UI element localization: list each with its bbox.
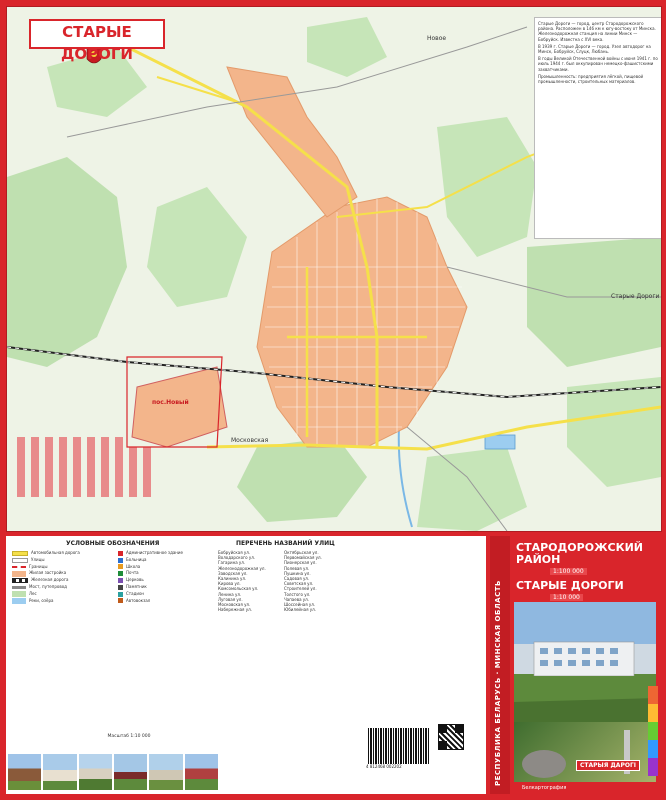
publisher-name: Белкартография	[522, 785, 567, 791]
map-label-novoe: Новое	[427, 35, 447, 42]
street-list-col-1: Бобруйская ул. Володарского ул. Гагарина ул. Железнодорожная ул. Заводская ул. Калинина ул. Кирова ул. Комсомольская ул. Ленина ул. Луговая ул. Московская ул. Набережная ул.	[218, 550, 266, 613]
street-list-col-2: Октябрьская ул. Первомайская ул. Пионерская ул. Полевая ул. Пушкина ул. Садовая ул. Советская ул. Строителей ул. Толстого ул. Чапаева ул. Шоссейная ул. Юбилейная ул.	[284, 550, 322, 613]
legend-item: Почта	[118, 570, 183, 577]
history-paragraph: Старые Дороги — город, центр Стародорожского района. Расположен в 146 км к югу-востоку от Минска. Железнодорожная станция на линии Минск — Бобруйск. Известна с XVI века.	[538, 21, 656, 42]
cover-photo-sign	[514, 722, 656, 782]
streets-title: ПЕРЕЧЕНЬ НАЗВАНИЙ УЛИЦ	[236, 540, 335, 547]
map-title: СТАРЫЕ ДОРОГИ	[29, 19, 165, 49]
legend-item: Стадион	[118, 591, 183, 598]
map-label-moskovskaya: Московская	[231, 437, 269, 444]
cover-photo-building	[514, 602, 656, 722]
barcode-number: 4 812468 002202	[366, 764, 402, 769]
legend-item: Реки, озёра	[12, 598, 80, 605]
photo	[43, 754, 76, 790]
history-paragraph: В годы Великой Отечественной войны с июня 1941 г. по июль 1944 г. был оккупирован немецко-фашистскими захватчиками.	[538, 56, 658, 72]
photo	[79, 754, 112, 790]
legend-item: Границы	[12, 564, 80, 571]
cover-scale-2: 1:10 000	[550, 594, 583, 601]
cover-scale-1: 1:100 000	[550, 568, 587, 575]
building-icon	[514, 602, 656, 722]
photo	[149, 754, 182, 790]
legend-item: Административное здание	[118, 550, 183, 557]
legend-item: Автомобильная дорога	[12, 550, 80, 557]
legend-item: Мост, путепровод	[12, 584, 80, 591]
legend-item: Лес	[12, 591, 80, 598]
cover-spine	[490, 536, 510, 794]
photo-strip	[8, 754, 218, 790]
qr-code[interactable]	[438, 724, 464, 750]
photo	[8, 754, 41, 790]
cover-title-city: СТАРЫЕ ДОРОГИ	[516, 579, 624, 592]
photo	[114, 754, 147, 790]
history-paragraph: В 1939 г. Старые Дороги — город. Узел автодорог на Минск, Бобруйск, Слуцк, Любань.	[538, 43, 651, 55]
legend-title: УСЛОВНЫЕ ОБОЗНАЧЕНИЯ	[66, 540, 160, 547]
scale-note: Масштаб 1:10 000	[107, 734, 151, 739]
photo	[185, 754, 218, 790]
legend-item: Железная дорога	[12, 577, 80, 584]
legend-item: Церковь	[118, 577, 183, 584]
legend-item: Школа	[118, 564, 183, 571]
legend-item: Больница	[118, 557, 183, 564]
legend-item: Улицы	[12, 557, 80, 564]
history-paragraph: Промышленность: предприятия лёгкой, пищевой промышленности, строительных материалов.	[538, 73, 644, 85]
legend-col-2	[118, 550, 183, 604]
map-label-road: Старые Дороги	[611, 293, 660, 300]
cover-town-sign: СТАРЫЯ ДАРОГІ	[576, 760, 640, 771]
barcode	[366, 726, 432, 766]
legend-item: Автовокзал	[118, 598, 183, 605]
legend-item: Жилая застройка	[12, 570, 80, 577]
spine-text: РЕСПУБЛИКА БЕЛАРУСЬ · МИНСКАЯ ОБЛАСТЬ	[494, 580, 502, 786]
cover-color-stripe	[648, 686, 658, 776]
city-map[interactable]	[6, 6, 662, 532]
back-panel	[6, 536, 486, 794]
map-label-pos-novy: пос.Новый	[152, 399, 189, 406]
history-text-box	[534, 17, 662, 239]
cover-title-district: СТАРОДОРОЖСКИЙ РАЙОН	[516, 541, 644, 566]
legend-col-1	[12, 550, 80, 604]
legend-item: Памятник	[118, 584, 183, 591]
stone-icon	[514, 722, 656, 782]
cover-panel	[490, 536, 660, 794]
